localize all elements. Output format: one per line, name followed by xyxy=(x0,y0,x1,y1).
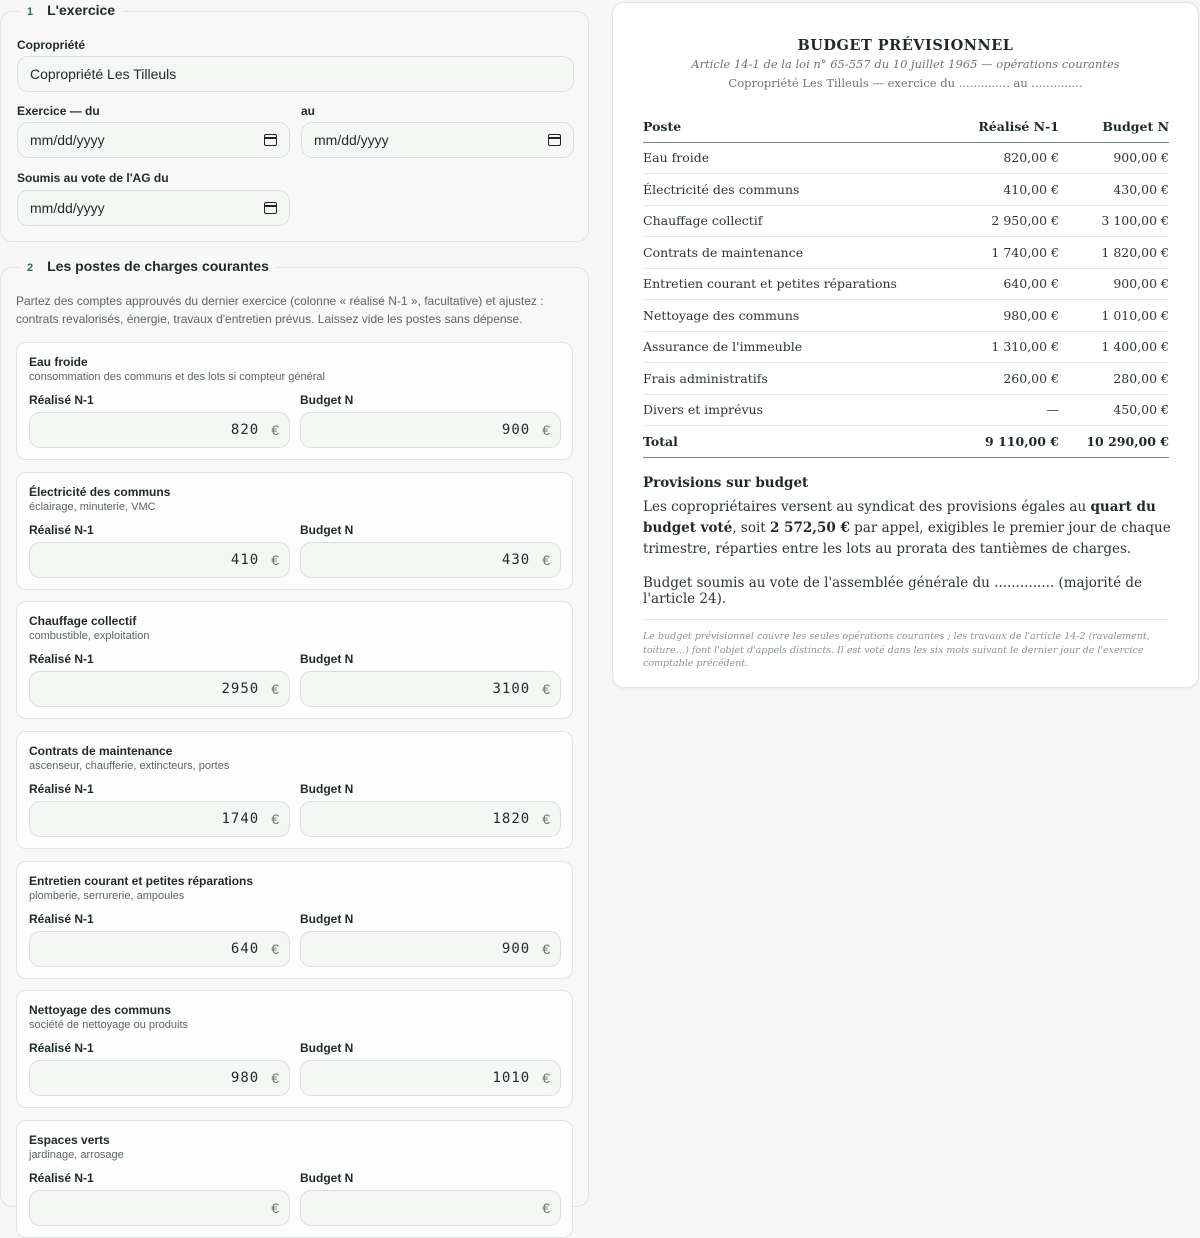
euro-symbol: € xyxy=(271,941,279,957)
budget-total-row xyxy=(643,426,1169,458)
charge-description: ascenseur, chaufferie, extincteurs, portes xyxy=(29,760,230,772)
provisions-title: Provisions sur budget xyxy=(643,475,809,491)
budget-n-input[interactable] xyxy=(300,1060,561,1096)
charge-name: Espaces verts xyxy=(29,1133,110,1147)
provisions-text-part: , soit xyxy=(732,520,771,536)
charge-name: Eau froide xyxy=(29,355,88,369)
poste-cell: Frais administratifs xyxy=(643,363,929,395)
realise-n1-cell: — xyxy=(929,394,1059,426)
budget-table-row xyxy=(643,363,1169,395)
budget-table-row xyxy=(643,331,1169,363)
provisions-text xyxy=(643,497,1171,560)
total-budget-n: 10 290,00 € xyxy=(1059,426,1169,458)
realise-n1-value: 410 xyxy=(230,552,260,568)
budget-table-header xyxy=(643,111,1169,142)
euro-symbol: € xyxy=(542,941,550,957)
realise-n1-value: 1740 xyxy=(221,811,260,827)
date-placeholder: mm/dd/yyyy xyxy=(30,132,105,148)
col-budget-n: Budget N xyxy=(1059,111,1169,142)
budget-table-row xyxy=(643,174,1169,206)
euro-symbol: € xyxy=(542,422,550,438)
charge-card xyxy=(16,342,573,460)
budget-n-input[interactable] xyxy=(300,801,561,837)
poste-cell: Contrats de maintenance xyxy=(643,237,929,269)
section-title: Les postes de charges courantes xyxy=(47,258,269,274)
budget-n-input[interactable] xyxy=(300,1190,561,1226)
charge-description: plomberie, serrurerie, ampoules xyxy=(29,890,185,902)
vote-date-label: Soumis au vote de l'AG du xyxy=(17,171,169,185)
total-label: Total xyxy=(643,426,929,458)
budget-n-label: Budget N xyxy=(300,523,354,537)
col-realise-n1: Réalisé N-1 xyxy=(929,111,1059,142)
exercice-end-date-input[interactable] xyxy=(301,122,574,158)
exercice-start-date-input[interactable] xyxy=(17,122,290,158)
budget-n-cell: 900,00 € xyxy=(1059,142,1169,174)
poste-cell: Chauffage collectif xyxy=(643,205,929,237)
realise-n1-label: Réalisé N-1 xyxy=(29,393,94,407)
realise-n1-cell: 2 950,00 € xyxy=(929,205,1059,237)
date-placeholder: mm/dd/yyyy xyxy=(30,200,105,216)
charge-description: éclairage, minuterie, VMC xyxy=(29,501,156,513)
copropriete-value: Copropriété Les Tilleuls xyxy=(30,66,177,82)
calendar-icon[interactable] xyxy=(264,134,277,146)
euro-symbol: € xyxy=(542,811,550,827)
date-placeholder: mm/dd/yyyy xyxy=(314,132,389,148)
budget-n-value: 430 xyxy=(501,552,531,568)
exercice-au-label: au xyxy=(301,104,316,118)
budget-document-preview xyxy=(612,2,1199,688)
budget-n-value: 900 xyxy=(501,941,531,957)
budget-table-row xyxy=(643,300,1169,332)
charge-card xyxy=(16,1120,573,1238)
budget-n-cell: 280,00 € xyxy=(1059,363,1169,395)
provisions-amount: 2 572,50 € xyxy=(770,520,850,536)
budget-n-label: Budget N xyxy=(300,782,354,796)
realise-n1-label: Réalisé N-1 xyxy=(29,1171,94,1185)
euro-symbol: € xyxy=(271,681,279,697)
doc-title: BUDGET PRÉVISIONNEL xyxy=(797,37,1014,54)
realise-n1-cell: 820,00 € xyxy=(929,142,1059,174)
charge-card xyxy=(16,601,573,719)
section-title: L'exercice xyxy=(47,2,116,18)
charge-name: Électricité des communs xyxy=(29,485,171,499)
realise-n1-value: 640 xyxy=(230,941,260,957)
realise-n1-cell: 260,00 € xyxy=(929,363,1059,395)
budget-n-label: Budget N xyxy=(300,652,354,666)
budget-n-value: 1820 xyxy=(492,811,531,827)
budget-n-label: Budget N xyxy=(300,1171,354,1185)
budget-n-label: Budget N xyxy=(300,393,354,407)
charge-name: Nettoyage des communs xyxy=(29,1003,172,1017)
realise-n1-label: Réalisé N-1 xyxy=(29,912,94,926)
euro-symbol: € xyxy=(542,1070,550,1086)
budget-table-row xyxy=(643,142,1169,174)
realise-n1-input[interactable] xyxy=(29,1060,290,1096)
budget-table-row xyxy=(643,394,1169,426)
charge-card xyxy=(16,731,573,849)
poste-cell: Entretien courant et petites réparations xyxy=(643,268,929,300)
total-realise-n1: 9 110,00 € xyxy=(929,426,1059,458)
realise-n1-label: Réalisé N-1 xyxy=(29,652,94,666)
euro-symbol: € xyxy=(271,1200,279,1216)
realise-n1-input[interactable] xyxy=(29,931,290,967)
euro-symbol: € xyxy=(271,422,279,438)
doc-footnote: Le budget prévisionnel couvre les seules opérations courantes ; les travaux de l'article 14-2 (ravalement, toiture…) font l'objet d'appels distincts. Il est voté dans les six mois suivant le dernier jour de l'exercice comptable précédent. xyxy=(643,631,1150,669)
section-postes-legend xyxy=(19,258,277,274)
section-intro-text: Partez des comptes approuvés du dernier exercice (colonne « réalisé N-1 », facultative) et ajustez : contrats revalorisés, énergie, travaux d'entretien prévus. Laissez vide les postes sans dépense. xyxy=(16,294,544,326)
budget-n-input[interactable] xyxy=(300,412,561,448)
budget-table xyxy=(643,111,1169,458)
realise-n1-label: Réalisé N-1 xyxy=(29,782,94,796)
charge-card xyxy=(16,990,573,1108)
vote-text: Budget soumis au vote de l'assemblée générale du .............. (majorité de l'article 24). xyxy=(643,575,1143,607)
charge-card xyxy=(16,861,573,979)
charge-description: jardinage, arrosage xyxy=(29,1149,124,1161)
realise-n1-cell: 1 310,00 € xyxy=(929,331,1059,363)
charge-card xyxy=(16,472,573,590)
euro-symbol: € xyxy=(542,552,550,568)
realise-n1-label: Réalisé N-1 xyxy=(29,523,94,537)
realise-n1-value: 980 xyxy=(230,1070,260,1086)
charge-description: combustible, exploitation xyxy=(29,630,150,642)
poste-cell: Nettoyage des communs xyxy=(643,300,929,332)
budget-table-row xyxy=(643,205,1169,237)
realise-n1-input[interactable] xyxy=(29,801,290,837)
poste-cell: Assurance de l'immeuble xyxy=(643,331,929,363)
budget-table-row xyxy=(643,268,1169,300)
charge-description: société de nettoyage ou produits xyxy=(29,1019,189,1031)
realise-n1-input[interactable] xyxy=(29,542,290,578)
doc-subtitle-copropriete: Copropriété Les Tilleuls — exercice du .............. au .............. xyxy=(728,76,1083,90)
charge-name: Entretien courant et petites réparations xyxy=(29,874,254,888)
euro-symbol: € xyxy=(271,811,279,827)
realise-n1-cell: 980,00 € xyxy=(929,300,1059,332)
realise-n1-input[interactable] xyxy=(29,1190,290,1226)
euro-symbol: € xyxy=(271,552,279,568)
realise-n1-label: Réalisé N-1 xyxy=(29,1041,94,1055)
calendar-icon[interactable] xyxy=(264,202,277,214)
vote-date-input[interactable] xyxy=(17,190,290,226)
realise-n1-value: 2950 xyxy=(221,681,260,697)
budget-n-value: 3100 xyxy=(492,681,531,697)
provisions-quart-budget: quart du budget voté xyxy=(643,499,1156,536)
copropriete-label: Copropriété xyxy=(17,38,86,52)
poste-cell: Divers et imprévus xyxy=(643,394,929,426)
budget-n-cell: 3 100,00 € xyxy=(1059,205,1169,237)
budget-n-cell: 1 820,00 € xyxy=(1059,237,1169,269)
charge-name: Contrats de maintenance xyxy=(29,744,173,758)
euro-symbol: € xyxy=(271,1070,279,1086)
charge-description: consommation des communs et des lots si compteur général xyxy=(29,371,325,383)
section-exercice xyxy=(0,2,589,242)
budget-n-cell: 450,00 € xyxy=(1059,394,1169,426)
col-poste: Poste xyxy=(643,111,929,142)
budget-n-value: 900 xyxy=(501,422,531,438)
euro-symbol: € xyxy=(542,1200,550,1216)
exercice-du-label: Exercice — du xyxy=(17,104,100,118)
calendar-icon[interactable] xyxy=(548,134,561,146)
budget-n-label: Budget N xyxy=(300,912,354,926)
budget-n-cell: 1 010,00 € xyxy=(1059,300,1169,332)
divider xyxy=(643,619,1168,620)
budget-table-row xyxy=(643,237,1169,269)
euro-symbol: € xyxy=(542,681,550,697)
realise-n1-input[interactable] xyxy=(29,671,290,707)
budget-n-input[interactable] xyxy=(300,542,561,578)
realise-n1-value: 820 xyxy=(230,422,260,438)
realise-n1-cell: 1 740,00 € xyxy=(929,237,1059,269)
budget-n-label: Budget N xyxy=(300,1041,354,1055)
budget-n-cell: 900,00 € xyxy=(1059,268,1169,300)
provisions-text-part: par appel, exigibles le premier jour de chaque trimestre, réparties entre les lots au prorata des tantièmes de charges. xyxy=(643,520,1171,557)
budget-n-cell: 430,00 € xyxy=(1059,174,1169,206)
realise-n1-input[interactable] xyxy=(29,412,290,448)
doc-subtitle: Article 14-1 de la loi n° 65-557 du 10 juillet 1965 — opérations courantes xyxy=(691,57,1120,71)
budget-n-input[interactable] xyxy=(300,931,561,967)
copropriete-input[interactable] xyxy=(17,56,574,92)
budget-n-input[interactable] xyxy=(300,671,561,707)
poste-cell: Eau froide xyxy=(643,142,929,174)
provisions-text-part: Les copropriétaires versent au syndicat des provisions égales au xyxy=(643,499,1091,515)
budget-n-cell: 1 400,00 € xyxy=(1059,331,1169,363)
section-exercice-legend xyxy=(19,2,123,18)
section-number: 2 xyxy=(27,262,34,274)
realise-n1-cell: 640,00 € xyxy=(929,268,1059,300)
section-number: 1 xyxy=(27,6,34,18)
realise-n1-cell: 410,00 € xyxy=(929,174,1059,206)
poste-cell: Électricité des communs xyxy=(643,174,929,206)
charge-name: Chauffage collectif xyxy=(29,614,137,628)
budget-n-value: 1010 xyxy=(492,1070,531,1086)
